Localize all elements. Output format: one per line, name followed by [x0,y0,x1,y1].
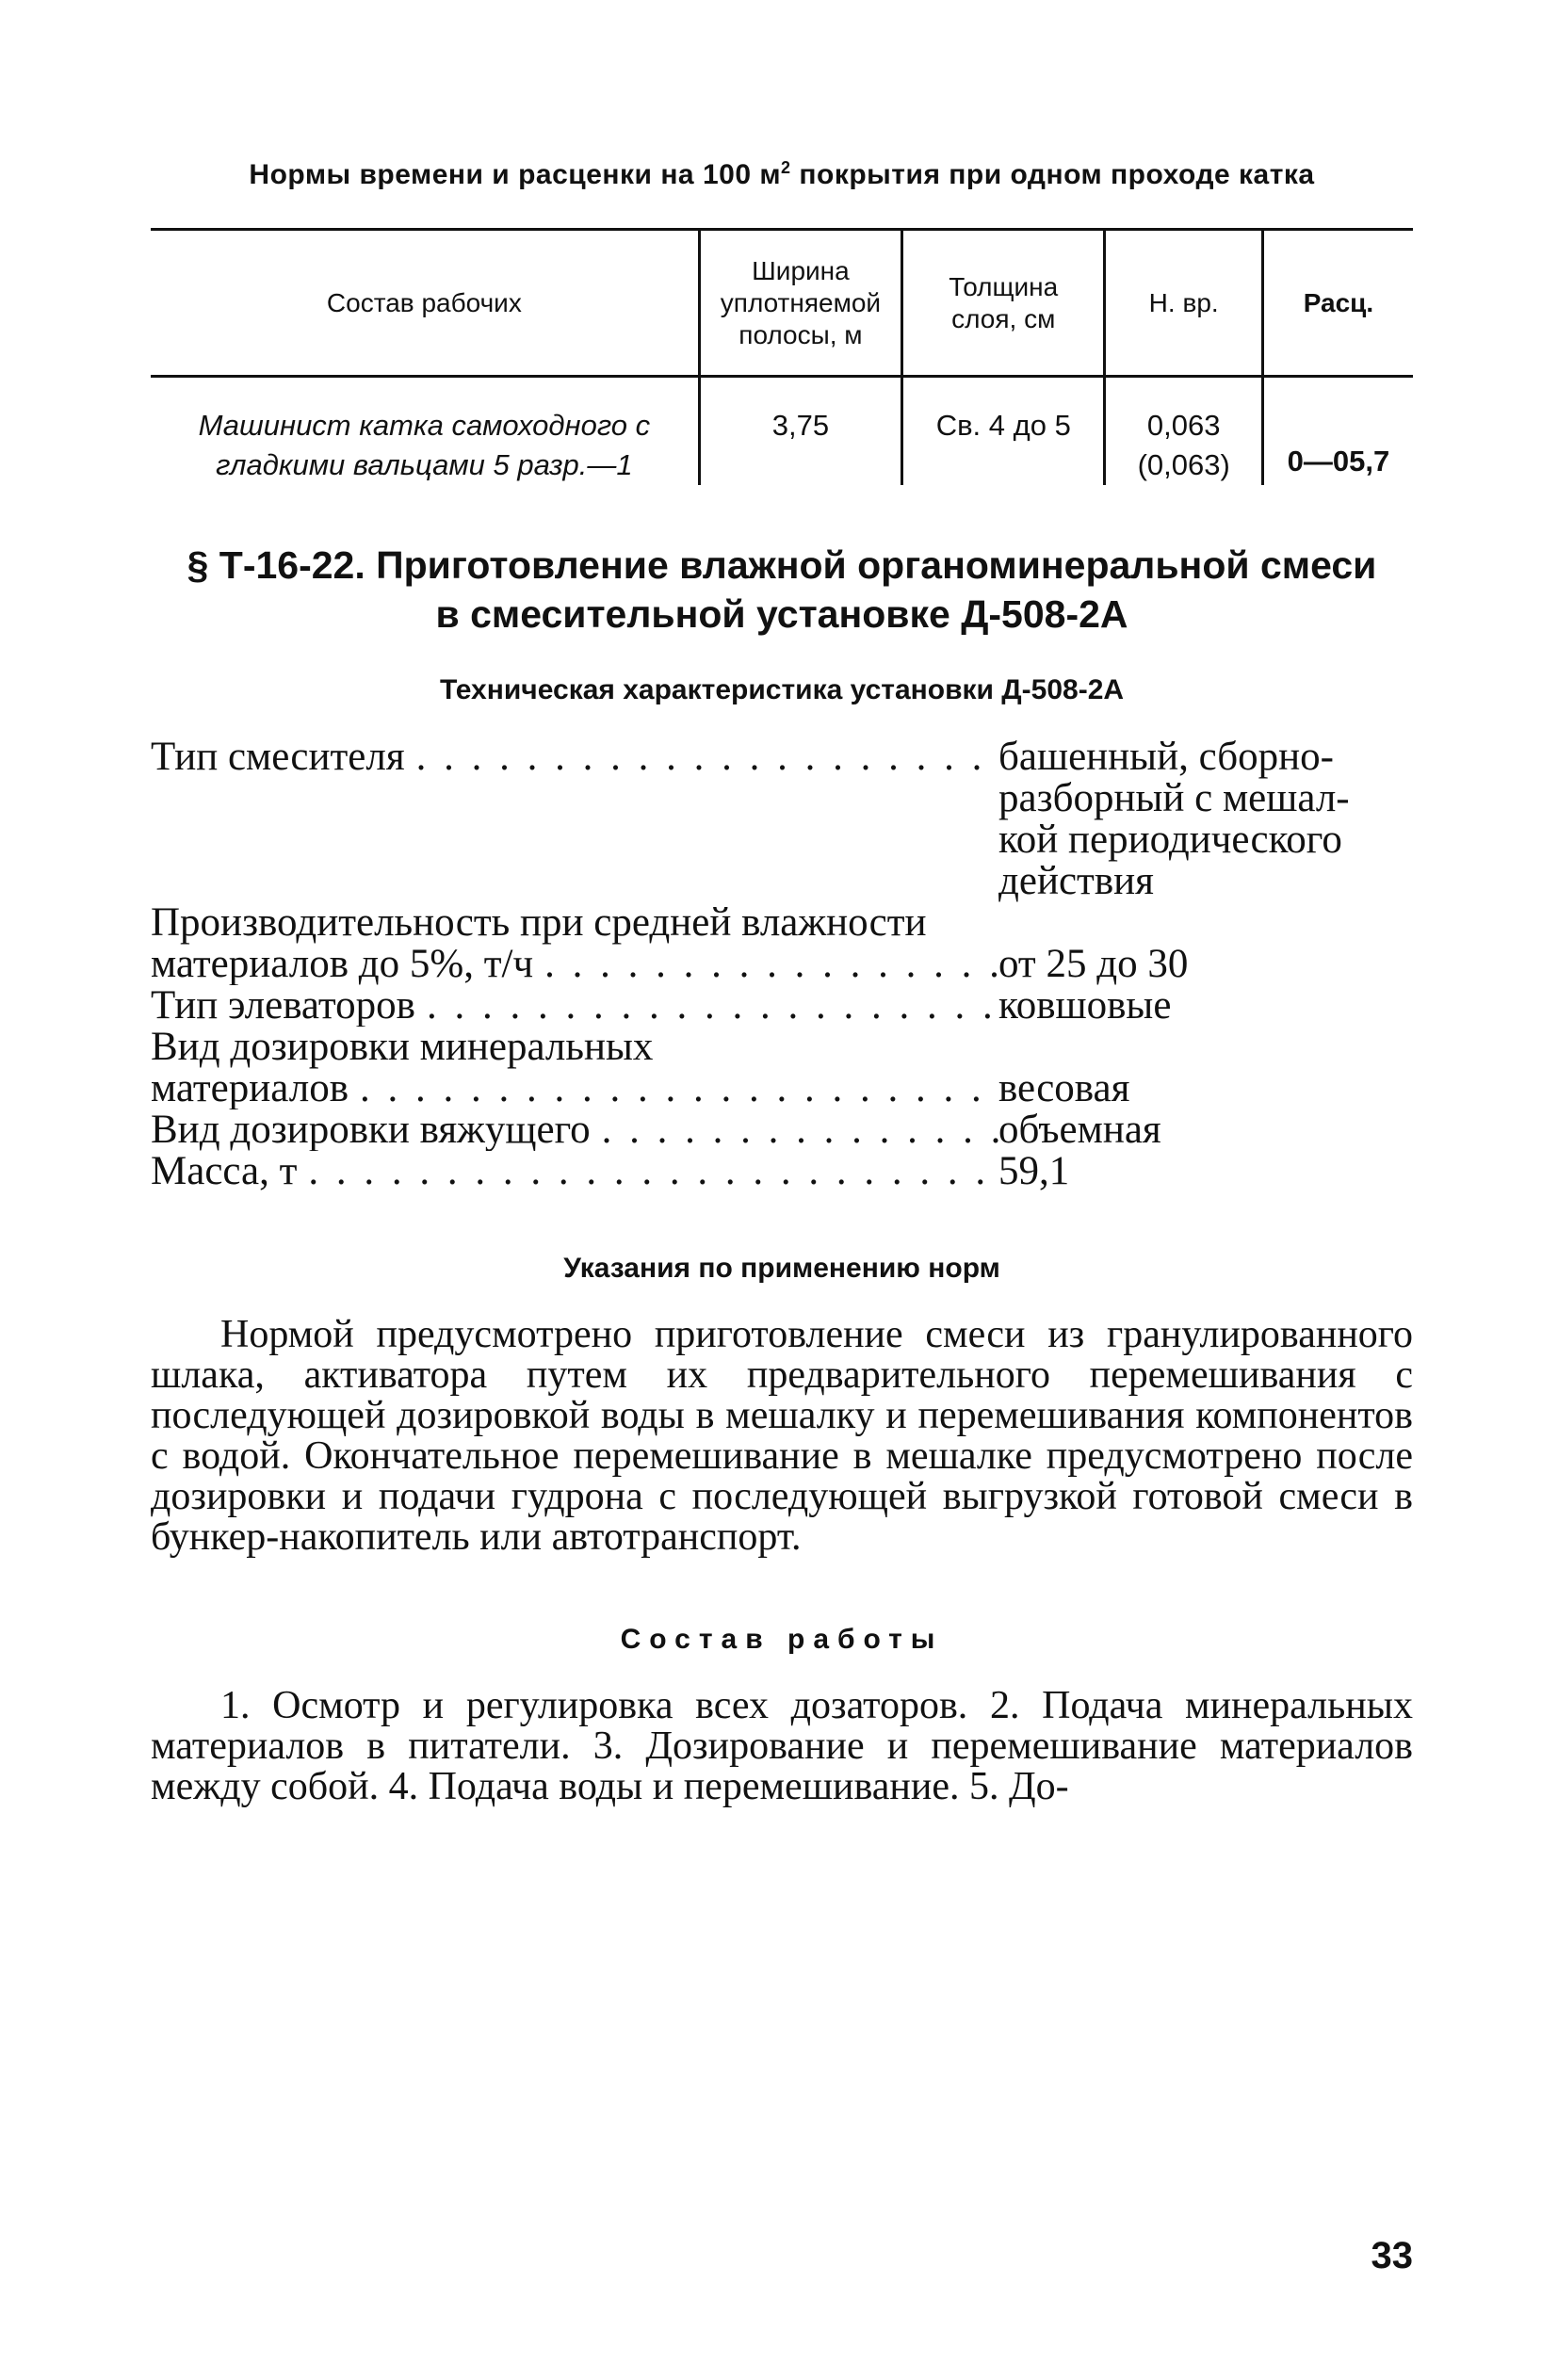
header-width: Ширина уплотняемой полосы, м [699,230,901,377]
page-number: 33 [1371,2235,1413,2276]
cell-workers-line1: Машинист катка самоходного с [198,409,651,442]
spec-label: Масса, т [151,1151,298,1192]
work-paragraph: 1. Осмотр и регулировка всех дозаторов. 2. Подача минеральных материалов в питатели. 3. Дозирование и перемешивание материалов между собой. 4. Подача воды и перемешивание. 5. До- [151,1684,1413,1808]
norms-table [151,228,1413,485]
leader-dots [591,1109,998,1151]
instructions-paragraph: Нормой предусмотрено приготовление смеси из гранулированного шлака, активатора путем их предварительного перемешивания с последующей дозировкой воды в мешалку и перемешивания компонентов с водой. Окончательное перемешивание в мешалке предусмотрено после дозировки и подачи гудрона с последующей выгрузкой готовой смеси в бункер-накопитель или автотранспорт. [151,1313,1413,1559]
specs-list [151,737,1413,1192]
leader-dots [349,1068,998,1109]
spec-productivity [151,944,1413,985]
spec-mineral-dosing [151,1068,1413,1109]
spec-elevator [151,985,1413,1027]
cell-thickness: Св. 4 до 5 [902,377,1105,486]
cell-workers-line2: гладкими вальцами 5 разр.—1 [216,448,633,481]
leader-dots [415,985,998,1027]
spec-label: Тип элеваторов [151,985,415,1027]
leader-dots [405,737,998,902]
spec-label: материалов [151,1068,349,1109]
cell-rate: 0—05,7 [1262,377,1413,486]
spec-label: Тип смесителя [151,737,405,779]
spec-mass [151,1151,1413,1192]
header-rate: Расц. [1262,230,1413,377]
instructions-heading: Указания по применению норм [563,1253,1000,1284]
caption-superscript: 2 [781,158,791,177]
cell-time-line2: (0,063) [1137,448,1230,481]
spec-value [998,737,1413,902]
spec-mineral-dosing-line1: Вид дозировки минеральных [151,1025,654,1069]
spec-value: 59,1 [998,1149,1070,1193]
work-heading: Состав работы [620,1624,944,1655]
section-title-line1: § Т-16-22. Приготовление влажной органоминеральной смеси [187,543,1377,587]
spec-value: ковшовые [998,983,1172,1028]
spec-binder-dosing [151,1109,1413,1151]
header-thickness: Толщина слоя, см [902,230,1105,377]
spec-value: от 25 до 30 [998,942,1189,986]
spec-value: объемная [998,1108,1161,1152]
caption-text: Нормы времени и расценки на 100 м [249,159,782,190]
spec-productivity-line1: Производительность при средней влажности [151,900,927,945]
header-workers: Состав рабочих [326,287,522,317]
spec-value-line: кой периодического [998,818,1342,862]
cell-time [1105,377,1263,486]
spec-value-line: башенный, сборно- [998,735,1334,779]
norms-table-header [151,230,1413,377]
leader-dots [533,944,998,985]
leader-dots [297,1151,998,1192]
spec-mixer-type [151,737,1413,902]
spec-label: Вид дозировки вяжущего [151,1109,591,1151]
caption-text-after: покрытия при одном проходе катка [790,159,1315,190]
section-title-line2: в смесительной установке Д-508-2А [435,592,1128,636]
cell-workers [151,377,699,486]
table-caption [151,158,1413,191]
spec-value-line: действия [998,859,1154,903]
spec-value: весовая [998,1066,1130,1110]
cell-width: 3,75 [699,377,901,486]
spec-value-line: разборный с мешал- [998,776,1350,820]
section-title [151,541,1413,639]
header-time: Н. вр. [1105,230,1263,377]
spec-label: материалов до 5%, т/ч [151,944,534,985]
section-subtitle: Техническая характеристика установки Д-508-2А [439,674,1125,705]
table-row [151,377,1413,486]
cell-time-line1: 0,063 [1146,409,1221,442]
